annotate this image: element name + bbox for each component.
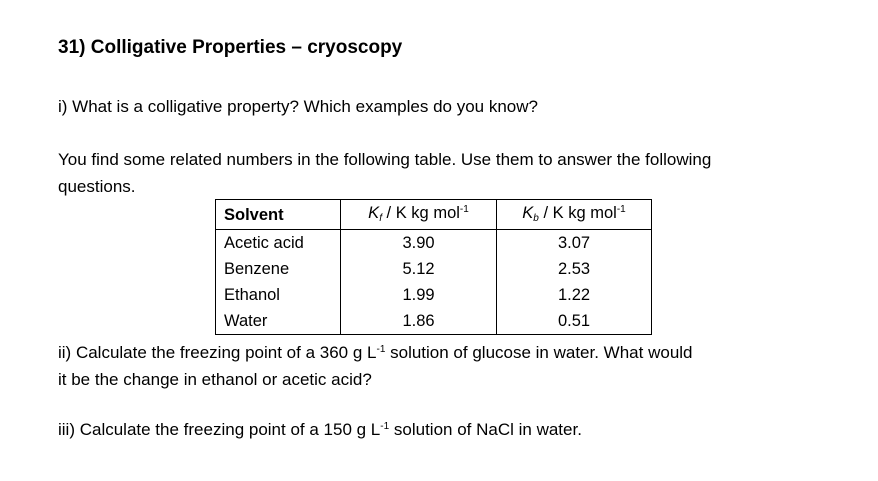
kb-cell: 2.53	[497, 256, 652, 282]
kf-unit: / K kg mol	[381, 204, 460, 222]
table-row	[216, 282, 652, 308]
kb-subscript: b	[533, 213, 539, 224]
header-solvent: Solvent	[216, 200, 341, 230]
constants-table	[215, 199, 652, 335]
question-1: i) What is a colligative property? Which examples do you know?	[58, 97, 538, 116]
question-3-exponent: -1	[380, 421, 390, 432]
question-3-text-post: solution of NaCl in water.	[389, 420, 582, 439]
intro-line-2: questions.	[58, 177, 136, 196]
question-2-line-2: it be the change in ethanol or acetic acid?	[58, 370, 372, 389]
question-2	[58, 339, 693, 393]
kf-cell: 3.90	[341, 230, 497, 257]
kf-subscript: f	[379, 213, 382, 224]
kb-cell: 0.51	[497, 308, 652, 335]
intro-text	[58, 146, 711, 200]
kb-cell: 1.22	[497, 282, 652, 308]
header-kf	[341, 200, 497, 230]
question-3-text-pre: iii) Calculate the freezing point of a 150 g L	[58, 420, 381, 439]
kb-exponent: -1	[616, 204, 626, 215]
header-kb	[497, 200, 652, 230]
solvent-cell: Water	[216, 308, 341, 335]
kf-cell: 5.12	[341, 256, 497, 282]
intro-line-1: You find some related numbers in the following table. Use them to answer the following	[58, 150, 712, 169]
table-row	[216, 308, 652, 335]
kb-cell: 3.07	[497, 230, 652, 257]
solvent-cell: Acetic acid	[216, 230, 341, 257]
kb-symbol: K	[522, 204, 534, 222]
question-2-text-pre: ii) Calculate the freezing point of a 360 g L	[58, 343, 377, 362]
solvent-cell: Benzene	[216, 256, 341, 282]
question-2-text-post: solution of glucose in water. What would	[385, 343, 693, 362]
table-row	[216, 230, 652, 257]
table-row	[216, 256, 652, 282]
table-header-row	[216, 200, 652, 230]
question-2-line-1	[58, 339, 693, 366]
solvent-cell: Ethanol	[216, 282, 341, 308]
kf-exponent: -1	[459, 204, 469, 215]
kf-symbol: K	[368, 204, 380, 222]
question-3	[58, 416, 582, 443]
question-2-exponent: -1	[376, 344, 386, 355]
kf-cell: 1.99	[341, 282, 497, 308]
kf-cell: 1.86	[341, 308, 497, 335]
exercise-title: 31) Colligative Properties – cryoscopy	[58, 37, 403, 58]
kb-unit: / K kg mol	[538, 204, 617, 222]
